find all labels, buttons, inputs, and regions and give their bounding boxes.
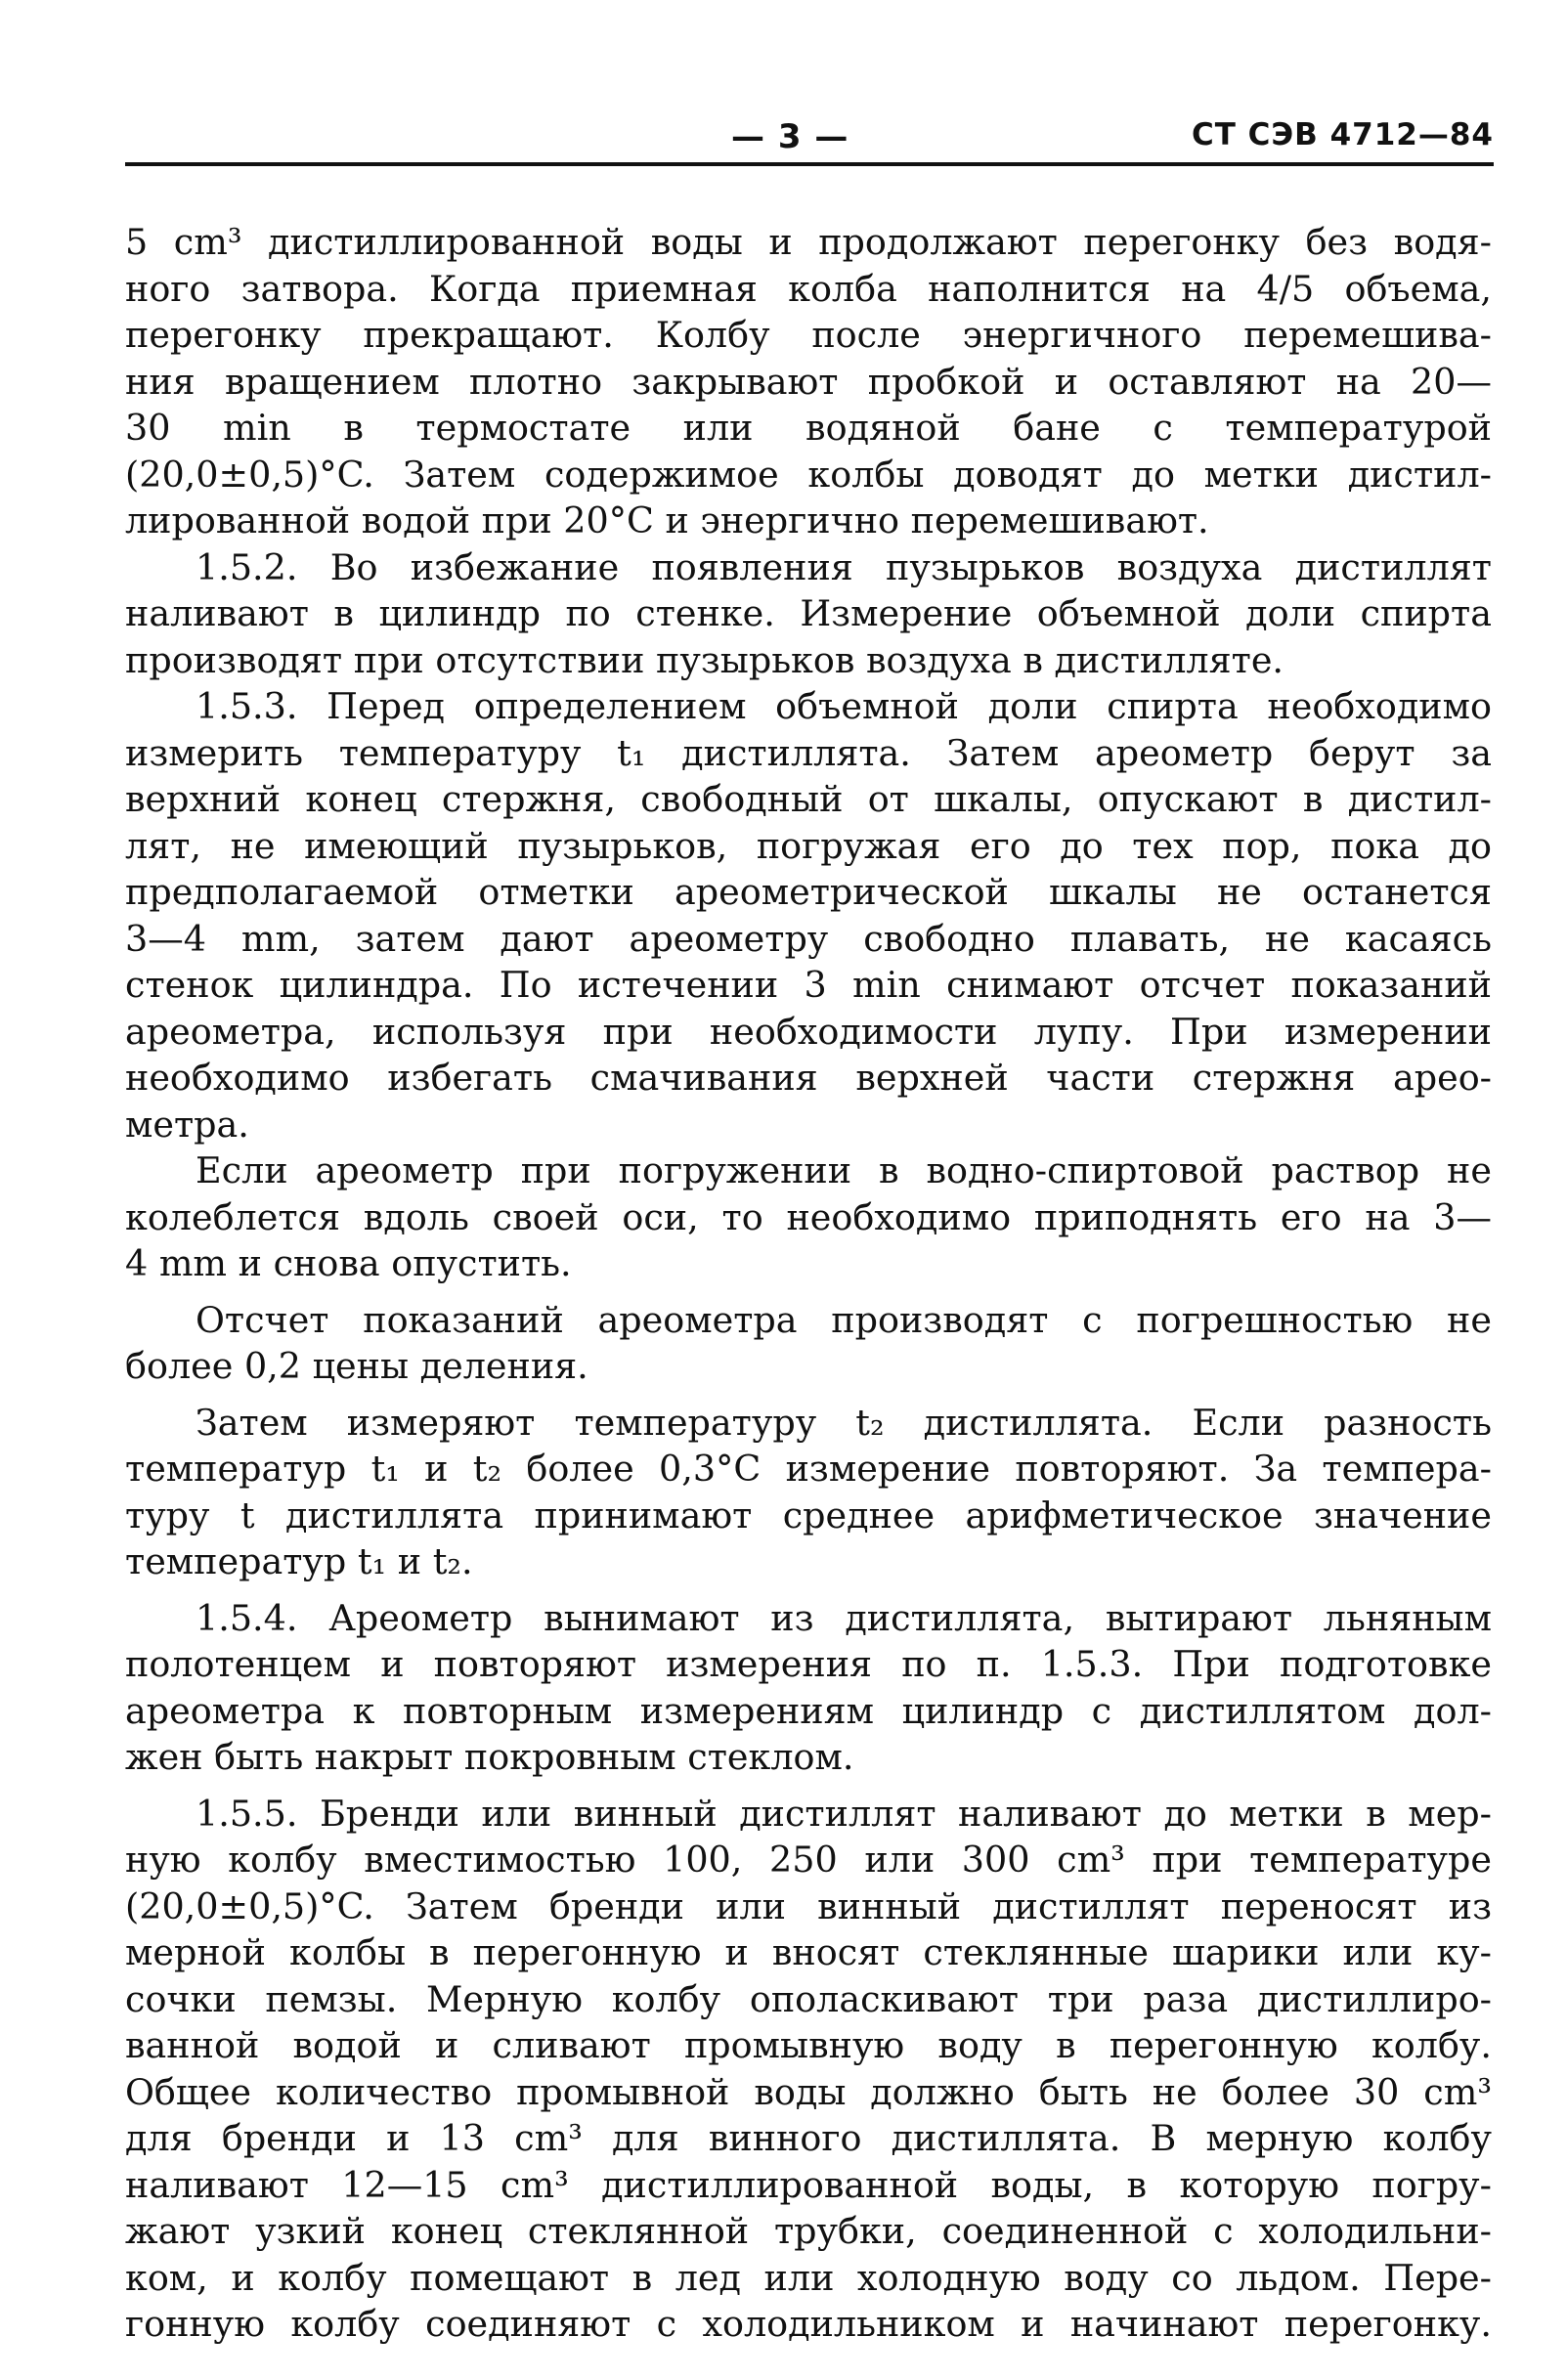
text-line: более 0,2 цены деления. <box>125 1345 588 1387</box>
text-line: Если ареометр при погружении в водно-спиртовой раствор не <box>196 1149 1492 1191</box>
text-line: ного затвора. Когда приемная колба наполнится на 4/5 объема, <box>125 267 1492 310</box>
text-line: гонную колбу соединяют с холодильником и начинают перегонку. <box>125 2303 1492 2345</box>
text-line: 5 cm³ дистиллированной воды и продолжают перегонку без водя- <box>125 221 1492 263</box>
text-line: перегонку прекращают. Колбу после энергичного перемешива- <box>125 314 1492 356</box>
document-code: СТ СЭВ 4712—84 <box>1191 117 1494 152</box>
text-line: измерить температуру t₁ дистиллята. Затем ареометр берут за <box>125 731 1492 774</box>
text-line: жен быть накрыт покровным стеклом. <box>125 1736 854 1778</box>
text-line: Затем измеряют температуру t₂ дистиллята. Если разность <box>196 1401 1492 1444</box>
text-line: наливают в цилиндр по стенке. Измерение объемной доли спирта <box>125 592 1492 634</box>
text-line: (20,0±0,5)°C. Затем содержимое колбы доводят до метки дистил- <box>125 453 1492 496</box>
text-line: стенок цилиндра. По истечении 3 min снимают отсчет показаний <box>125 964 1492 1006</box>
page-number: — 3 — <box>731 117 849 156</box>
text-line: ную колбу вместимостью 100, 250 или 300 cm³ при температуре <box>125 1839 1492 1881</box>
text-line: температур t₁ и t₂. <box>125 1540 473 1582</box>
text-line: Общее количество промывной воды должно быть не более 30 cm³ <box>125 2070 1492 2113</box>
page-header <box>125 109 1494 168</box>
text-line: туру t дистиллята принимают среднее арифметическое значение <box>125 1493 1492 1536</box>
text-line: жают узкий конец стеклянной трубки, соединенной с холодильни- <box>125 2210 1492 2252</box>
text-line: лированной водой при 20°C и энергично перемешивают. <box>125 499 1209 541</box>
text-line: необходимо избегать смачивания верхней части стержня арео- <box>125 1057 1492 1099</box>
text-line: 1.5.2. Во избежание появления пузырьков воздуха дистиллят <box>196 545 1492 588</box>
text-line: производят при отсутствии пузырьков воздуха в дистилляте. <box>125 638 1284 681</box>
header-rule <box>125 162 1494 166</box>
text-line: полотенцем и повторяют измерения по п. 1.5.3. При подготовке <box>125 1643 1492 1685</box>
text-line: верхний конец стержня, свободный от шкалы, опускают в дистил- <box>125 778 1492 820</box>
text-line: (20,0±0,5)°C. Затем бренди или винный дистиллят переносят из <box>125 1884 1492 1927</box>
text-line: температур t₁ и t₂ более 0,3°C измерение повторяют. За темпера- <box>125 1448 1492 1490</box>
text-line: метра. <box>125 1103 249 1146</box>
text-line: 1.5.4. Ареометр вынимают из дистиллята, вытирают льняным <box>196 1596 1492 1639</box>
text-line: 1.5.3. Перед определением объемной доли спирта необходимо <box>196 685 1492 727</box>
text-line: сочки пемзы. Мерную колбу ополаскивают три раза дистиллиро- <box>125 1977 1492 2020</box>
text-line: ния вращением плотно закрывают пробкой и оставляют на 20— <box>125 360 1492 403</box>
body-text <box>125 219 1492 2348</box>
text-line: 1.5.5. Бренди или винный дистиллят наливают до метки в мер- <box>196 1792 1492 1835</box>
text-line: Отсчет показаний ареометра производят с погрешностью не <box>196 1298 1492 1341</box>
text-line: колеблется вдоль своей оси, то необходимо приподнять его на 3— <box>125 1195 1492 1238</box>
text-line: 4 mm и снова опустить. <box>125 1242 572 1284</box>
text-line: наливают 12—15 cm³ дистиллированной воды, в которую погру- <box>125 2163 1492 2206</box>
text-line: ареометра к повторным измерениям цилиндр с дистиллятом дол- <box>125 1689 1492 1732</box>
text-line: ком, и колбу помещают в лед или холодную воду со льдом. Пере- <box>125 2256 1492 2299</box>
text-line: ареометра, используя при необходимости лупу. При измерении <box>125 1010 1492 1053</box>
text-line: 30 min в термостате или водяной бане с температурой <box>125 407 1492 449</box>
text-line: ванной водой и сливают промывную воду в перегонную колбу. <box>125 2024 1492 2066</box>
text-line: лят, не имеющий пузырьков, погружая его до тех пор, пока до <box>125 824 1492 867</box>
text-line: мерной колбы в перегонную и вносят стеклянные шарики или ку- <box>125 1931 1492 1973</box>
text-line: 3—4 mm, затем дают ареометру свободно плавать, не касаясь <box>125 917 1492 960</box>
text-line: для бренди и 13 cm³ для винного дистиллята. В мерную колбу <box>125 2117 1492 2159</box>
text-line: предполагаемой отметки ареометрической шкалы не останется <box>125 871 1492 913</box>
